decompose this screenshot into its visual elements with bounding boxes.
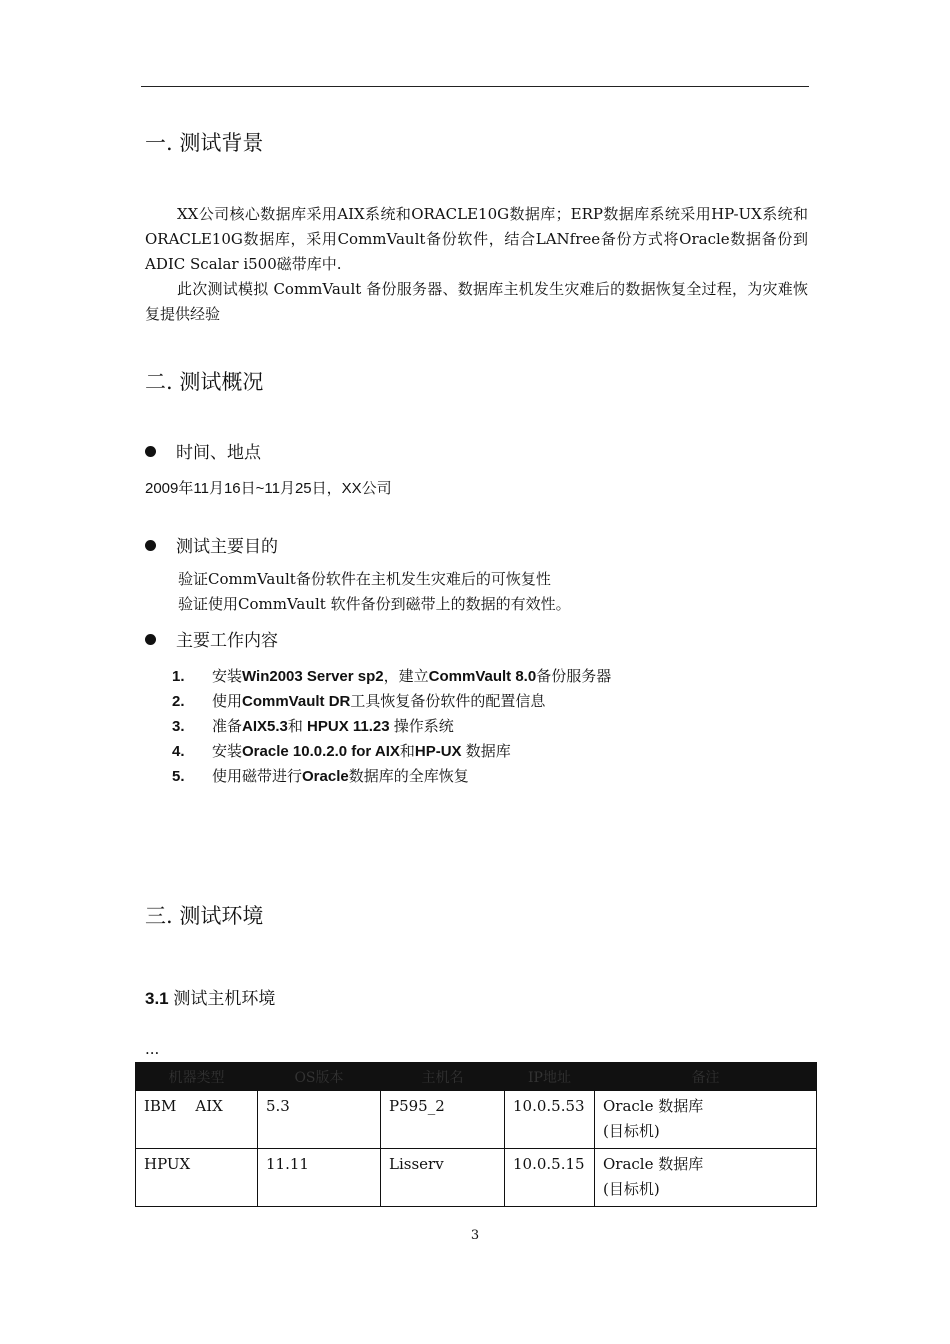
bullet-label: 主要工作内容 (176, 631, 278, 651)
host-environment-table (135, 1062, 817, 1207)
cell-host: P595_2 (381, 1091, 505, 1149)
cell-os: 11.11 (258, 1149, 381, 1207)
cell-ip: 10.0.5.15 (505, 1149, 595, 1207)
col-header: OS版本 (258, 1063, 381, 1091)
list-item: 2. 使用CommVault DR工具恢复备份软件的配置信息 (172, 693, 546, 710)
bullet-dot-icon (145, 634, 156, 645)
purpose-line-2: 验证使用CommVault 软件备份到磁带上的数据的有效性。 (178, 595, 571, 613)
col-header: 主机名 (381, 1063, 505, 1091)
table-row (136, 1091, 817, 1149)
bullet-label: 测试主要目的 (176, 537, 278, 557)
header-rule (141, 86, 809, 87)
bullet-label: 时间、地点 (176, 443, 261, 463)
col-header: IP地址 (505, 1063, 595, 1091)
list-item: 1. 安装Win2003 Server sp2，建立CommVault 8.0备份服务器 (172, 668, 612, 685)
list-item: 5. 使用磁带进行Oracle数据库的全库恢复 (172, 768, 469, 785)
work-items-list (172, 664, 611, 789)
cell-note: Oracle 数据库 (目标机) (595, 1091, 817, 1149)
col-header: 机器类型 (136, 1063, 258, 1091)
cell-os: 5.3 (258, 1091, 381, 1149)
cell-note: Oracle 数据库 (目标机) (595, 1149, 817, 1207)
ellipsis: ... (145, 1040, 160, 1058)
bullet-dot-icon (145, 540, 156, 551)
purpose-line-1: 验证CommVault备份软件在主机发生灾难后的可恢复性 (178, 570, 551, 588)
cell-type: IBM AIX (136, 1091, 258, 1149)
bullet-time-place (145, 438, 261, 463)
bullet-main-work (145, 626, 278, 651)
cell-ip: 10.0.5.53 (505, 1091, 595, 1149)
bullet-test-purpose (145, 532, 278, 557)
table-header-row (136, 1063, 817, 1091)
col-header: 备注 (595, 1063, 817, 1091)
section-2-title: 二. 测试概况 (145, 370, 264, 394)
subsection-title: 3.1 测试主机环境 (145, 989, 276, 1008)
page-number: 3 (470, 1228, 480, 1243)
cell-type: HPUX (136, 1149, 258, 1207)
list-item: 3. 准备AIX5.3和 HPUX 11.23 操作系统 (172, 718, 454, 735)
date-place-text: 2009年11月16日~11月25日，XX公司 (145, 480, 392, 497)
section-3-title: 三. 测试环境 (145, 904, 264, 928)
table-row (136, 1149, 817, 1207)
section-1-title: 一. 测试背景 (145, 131, 264, 155)
background-paragraph-2: 此次测试模拟 CommVault 备份服务器、数据库主机发生灾难后的数据恢复全过程，为灾难恢复提供经验 (145, 280, 808, 323)
cell-host: Lisserv (381, 1149, 505, 1207)
bullet-dot-icon (145, 446, 156, 457)
list-item: 4. 安装Oracle 10.0.2.0 for AIX和HP-UX 数据库 (172, 743, 511, 760)
background-paragraph-1: XX公司核心数据库采用AIX系统和ORACLE10G数据库；ERP数据库系统采用HP-UX系统和ORACLE10G数据库，采用CommVault备份软件，结合LANfree备份方式将Oracle数据备份到ADIC Scalar i500磁带库中. (145, 205, 808, 273)
